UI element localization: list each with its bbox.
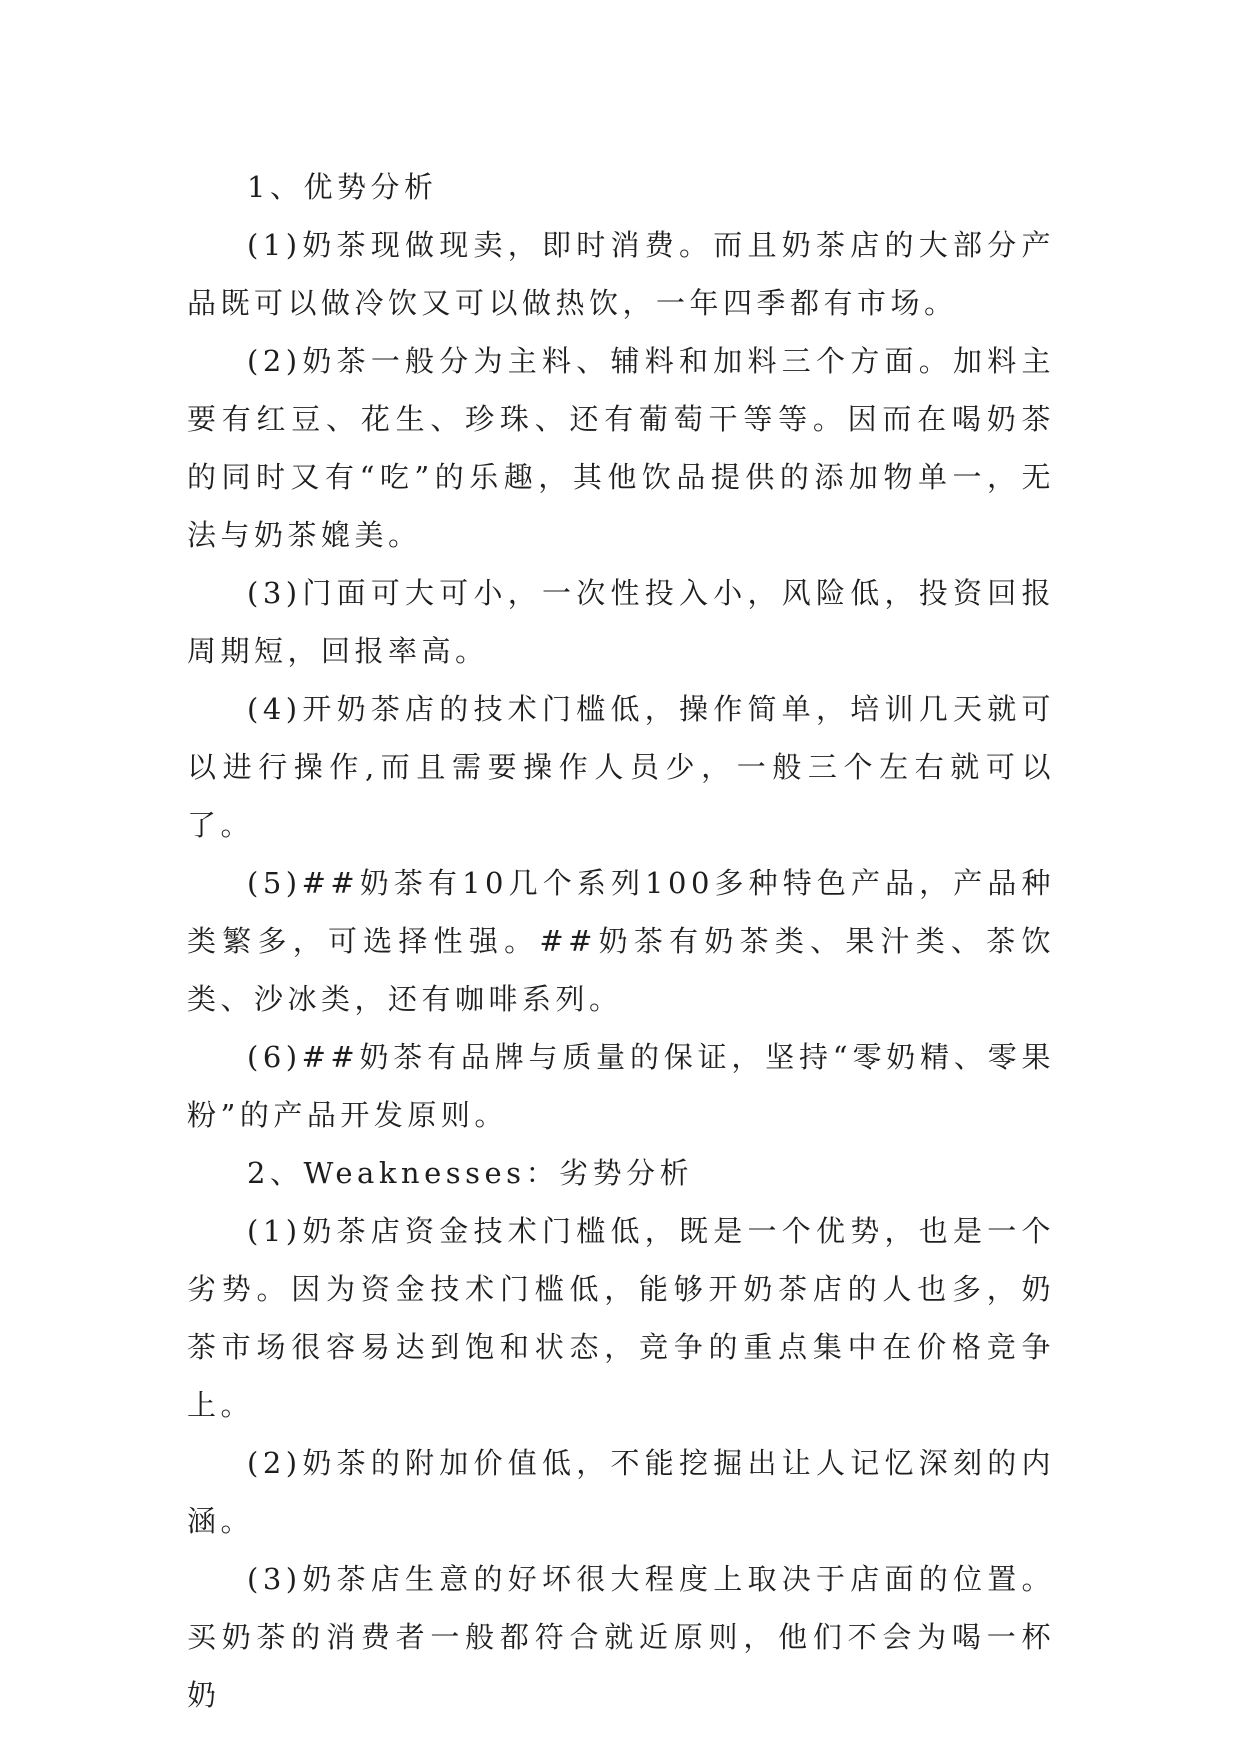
paragraph-weakness-1: (1)奶茶店资金技术门槛低，既是一个优势，也是一个劣势。因为资金技术门槛低，能够开奶茶店的人也多，奶茶市场很容易达到饱和状态，竞争的重点集中在价格竞争上。 [187, 1214, 1055, 1422]
paragraph-strength-3: (3)门面可大可小，一次性投入小，风险低，投资回报周期短，回报率高。 [187, 576, 1055, 668]
heading-strengths: 1、优势分析 [247, 170, 438, 204]
paragraph-strength-4: (4)开奶茶店的技术门槛低，操作简单，培训几天就可以进行操作,而且需要操作人员少，一般三个左右就可以了。 [187, 692, 1055, 842]
paragraph-strength-5: (5)##奶茶有10几个系列100多种特色产品，产品种类繁多，可选择性强。##奶茶有奶茶类、果汁类、茶饮类、沙冰类，还有咖啡系列。 [187, 866, 1055, 1016]
paragraph-strength-1: (1)奶茶现做现卖，即时消费。而且奶茶店的大部分产品既可以做冷饮又可以做热饮，一年四季都有市场。 [187, 228, 1055, 320]
heading-weaknesses: 2、Weaknesses：劣势分析 [247, 1156, 694, 1190]
document-body [187, 158, 1055, 1724]
paragraph-weakness-3: (3)奶茶店生意的好坏很大程度上取决于店面的位置。买奶茶的消费者一般都符合就近原则，他们不会为喝一杯奶 [187, 1562, 1055, 1712]
paragraph-weakness-2: (2)奶茶的附加价值低，不能挖掘出让人记忆深刻的内涵。 [187, 1446, 1055, 1538]
paragraph-strength-6: (6)##奶茶有品牌与质量的保证，坚持“零奶精、零果粉”的产品开发原则。 [187, 1040, 1055, 1132]
paragraph-strength-2: (2)奶茶一般分为主料、辅料和加料三个方面。加料主要有红豆、花生、珍珠、还有葡萄干等等。因而在喝奶茶的同时又有“吃”的乐趣，其他饮品提供的添加物单一，无法与奶茶媲美。 [187, 344, 1055, 552]
